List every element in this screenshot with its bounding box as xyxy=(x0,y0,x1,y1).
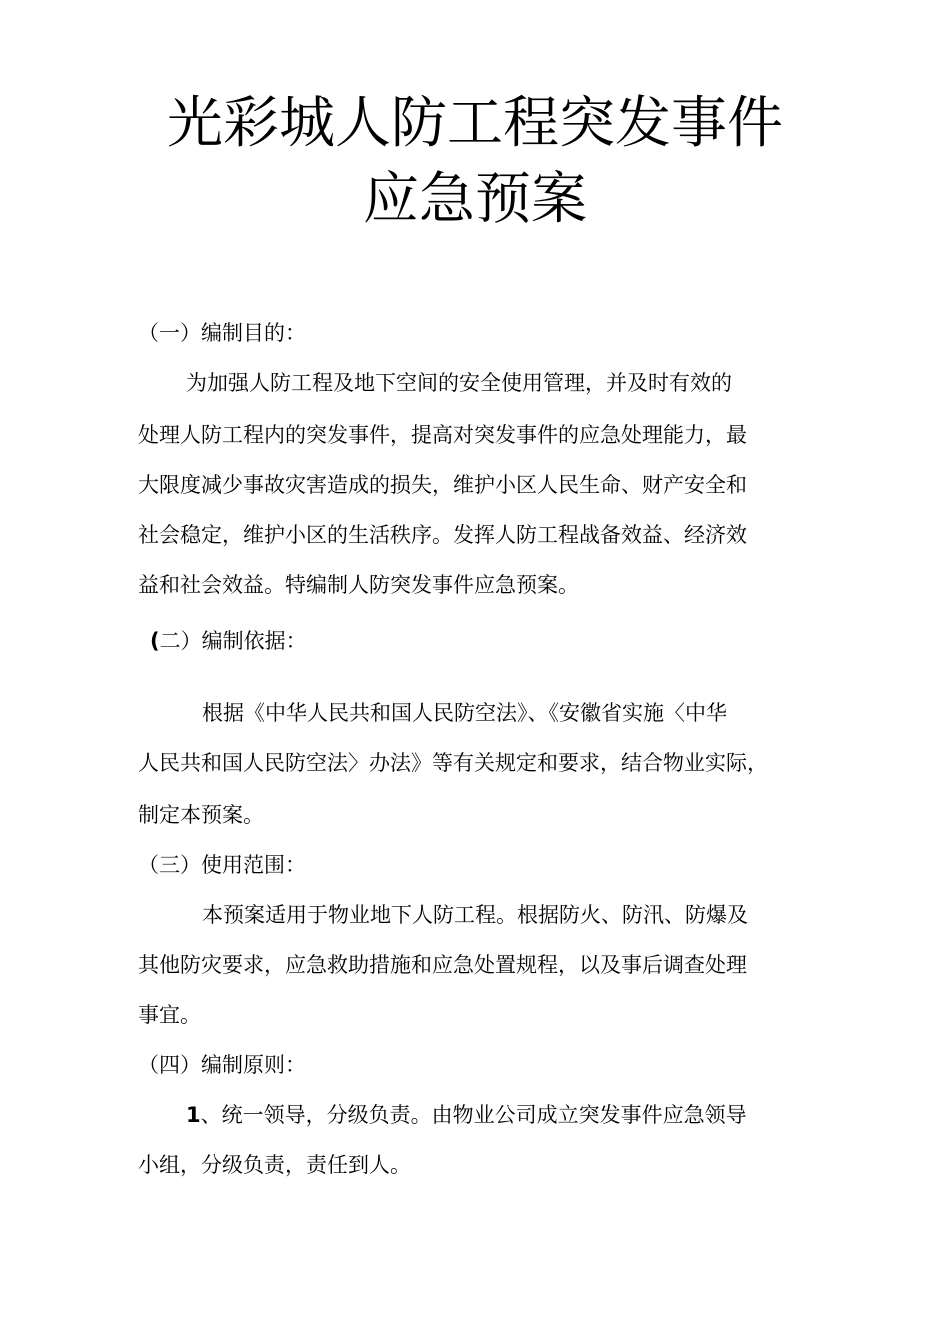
paragraph-line: 制定本预案。 xyxy=(138,803,264,827)
section-heading-scope: （三）使用范围： xyxy=(138,853,306,877)
paragraph-line: 本预案适用于物业地下人防工程。根据防火、防汛、防爆及 xyxy=(202,903,748,927)
paragraph-line: 事宜。 xyxy=(138,1003,201,1027)
paragraph-line: 小组，分级负责，责任到人。 xyxy=(138,1153,411,1177)
paragraph-line: 益和社会效益。特编制人防突发事件应急预案。 xyxy=(138,573,579,597)
list-number: 1 xyxy=(186,1103,201,1127)
paragraph-line: 根据《中华人民共和国人民防空法》、《安徽省实施〈中华 xyxy=(202,701,727,725)
paragraph-line: 其他防灾要求，应急救助措施和应急处置规程，以及事后调查处理 xyxy=(138,953,747,977)
list-text: 、统一领导，分级负责。由物业公司成立突发事件应急领导 xyxy=(200,1103,747,1127)
section-heading-basis xyxy=(150,626,307,656)
document-title-line-2: 应急预案 xyxy=(363,167,587,232)
paragraph-line: 处理人防工程内的突发事件，提高对突发事件的应急处理能力，最 xyxy=(138,423,747,447)
paragraph-line: 为加强人防工程及地下空间的安全使用管理，并及时有效的 xyxy=(186,371,732,395)
section-heading-purpose: （一）编制目的： xyxy=(138,321,306,345)
paragraph-line xyxy=(186,1100,747,1130)
heading-text: 二）编制依据： xyxy=(159,629,307,653)
paragraph-line: 大限度减少事故灾害造成的损失，维护小区人民生命、财产安全和 xyxy=(138,473,747,497)
paragraph-line: 社会稳定，维护小区的生活秩序。发挥人防工程战备效益、经济效 xyxy=(138,523,747,547)
document-title-line-1: 光彩城人防工程突发事件 xyxy=(167,91,783,156)
heading-paren: ( xyxy=(150,629,160,653)
section-heading-principles: （四）编制原则： xyxy=(138,1053,306,1077)
paragraph-line: 人民共和国人民防空法〉办法》等有关规定和要求，结合物业实际， xyxy=(138,751,768,775)
